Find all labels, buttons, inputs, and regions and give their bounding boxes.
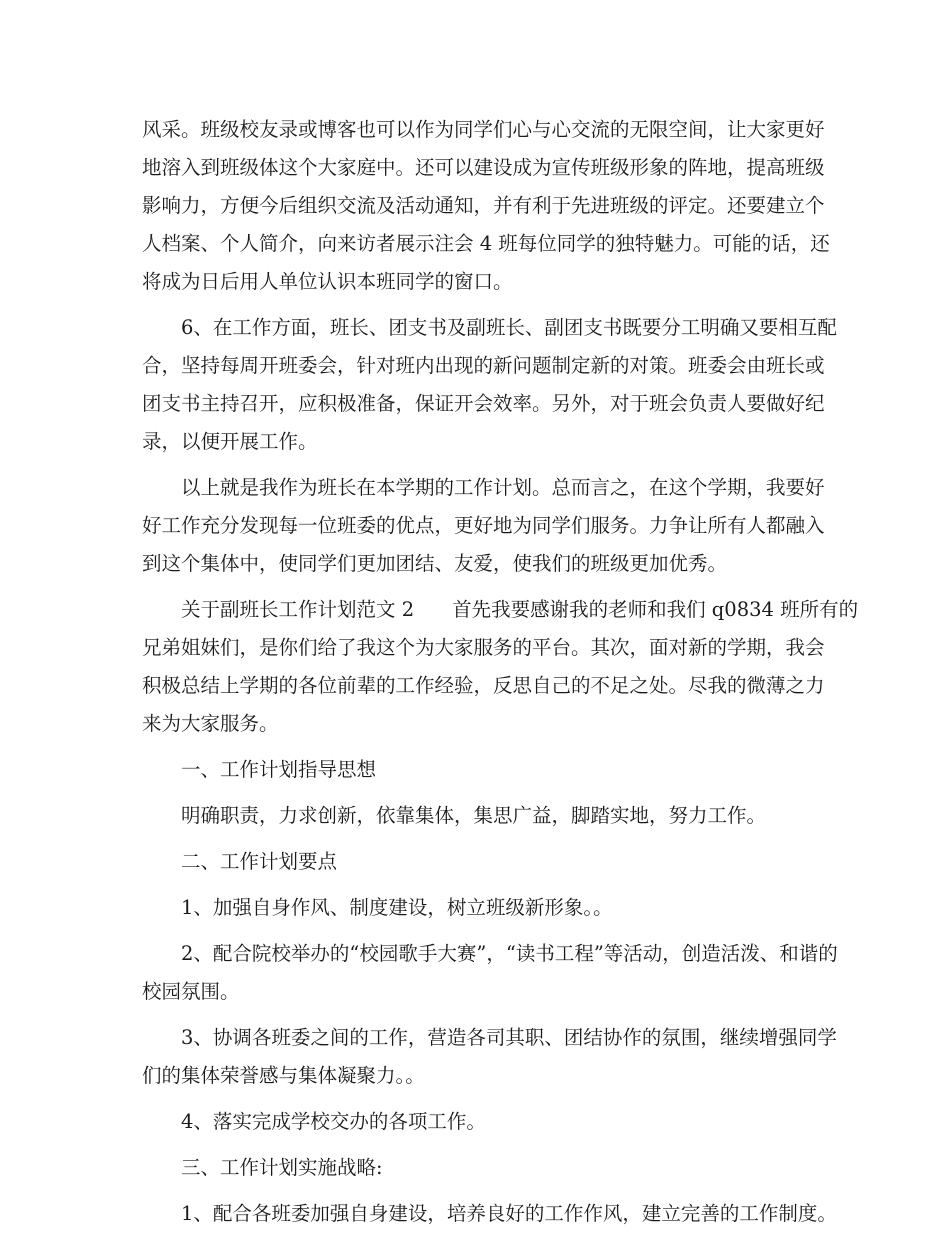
heading-key-points — [142, 843, 808, 881]
text-line: 好工作充分发现每一位班委的优点，更好地为同学们服务。力争让所有人都融入 — [142, 514, 825, 537]
text-line — [142, 591, 859, 629]
heading-strategy — [142, 1149, 808, 1187]
section-heading: 关于副班长工作计划范文 2 — [181, 598, 415, 621]
document-body — [142, 111, 859, 1241]
text-line: 团支书主持召开，应积极准备，保证开会效率。另外，对于班会负责人要做好纪 — [142, 392, 825, 415]
text-line: 影响力，方便今后组织交流及活动通知，并有利于先进班级的评定。还要建立个 — [142, 194, 825, 217]
section-2-paragraph — [142, 591, 859, 743]
text-line: 风采。班级校友录或博客也可以作为同学们心与心交流的无限空间，让大家更好 — [142, 118, 825, 141]
list-item-2 — [142, 935, 838, 1011]
text-line: 二、工作计划要点 — [181, 850, 338, 873]
paragraph-3 — [142, 469, 825, 583]
list-item-5 — [142, 1195, 837, 1233]
list-item-3 — [142, 1019, 837, 1095]
text-line: 2、配合院校举办的“校园歌手大赛”，“读书工程”等活动，创造活泼、和谐的 — [181, 942, 838, 965]
paragraph-2 — [142, 309, 837, 461]
text-line: 3、协调各班委之间的工作，营造各司其职、团结协作的氛围，继续增强同学 — [181, 1026, 837, 1049]
text-line: 积极总结上学期的各位前辈的工作经验，反思自己的不足之处。尽我的微薄之力 — [142, 674, 825, 697]
text-line: 来为大家服务。 — [142, 712, 279, 735]
text-line: 以上就是我作为班长在本学期的工作计划。总而言之，在这个学期，我要好 — [181, 476, 825, 499]
text-line: 三、工作计划实施战略: — [181, 1156, 383, 1179]
text-line: 1、配合各班委加强自身建设，培养良好的工作作风，建立完善的工作制度。 — [181, 1202, 837, 1225]
text-line: 校园氛围。 — [142, 980, 240, 1003]
text-line: 录，以便开展工作。 — [142, 430, 318, 453]
text-line: 一、工作计划指导思想 — [181, 758, 377, 781]
section-first-line: 首先我要感谢我的老师和我们 q0834 班所有的 — [452, 598, 859, 621]
text-line: 合，坚持每周开班委会，针对班内出现的新问题制定新的对策。班委会由班长或 — [142, 354, 825, 377]
text-line: 地溶入到班级体这个大家庭中。还可以建设成为宣传班级形象的阵地，提高班级 — [142, 156, 825, 179]
text-line: 6、在工作方面，班长、团支书及副班长、副团支书既要分工明确又要相互配 — [181, 316, 837, 339]
list-item-1 — [142, 889, 808, 927]
list-item-4 — [142, 1103, 808, 1141]
text-line: 1、加强自身作风、制度建设，树立班级新形象。。 — [181, 896, 613, 919]
paragraph-guiding-text — [142, 797, 808, 835]
text-line: 明确职责，力求创新，依靠集体，集思广益，脚踏实地，努力工作。 — [181, 804, 767, 827]
text-line: 们的集体荣誉感与集体凝聚力。。 — [142, 1064, 425, 1087]
text-line: 兄弟姐妹们，是你们给了我这个为大家服务的平台。其次，面对新的学期，我会 — [142, 636, 825, 659]
text-line: 4、落实完成学校交办的各项工作。 — [181, 1110, 486, 1133]
heading-guiding-ideology — [142, 751, 808, 789]
paragraph-1 — [142, 111, 830, 301]
text-line: 人档案、个人简介，向来访者展示注会 4 班每位同学的独特魅力。可能的话，还 — [142, 232, 830, 255]
text-line: 到这个集体中，使同学们更加团结、友爱，使我们的班级更加优秀。 — [142, 552, 728, 575]
text-line: 将成为日后用人单位认识本班同学的窗口。 — [142, 270, 513, 293]
